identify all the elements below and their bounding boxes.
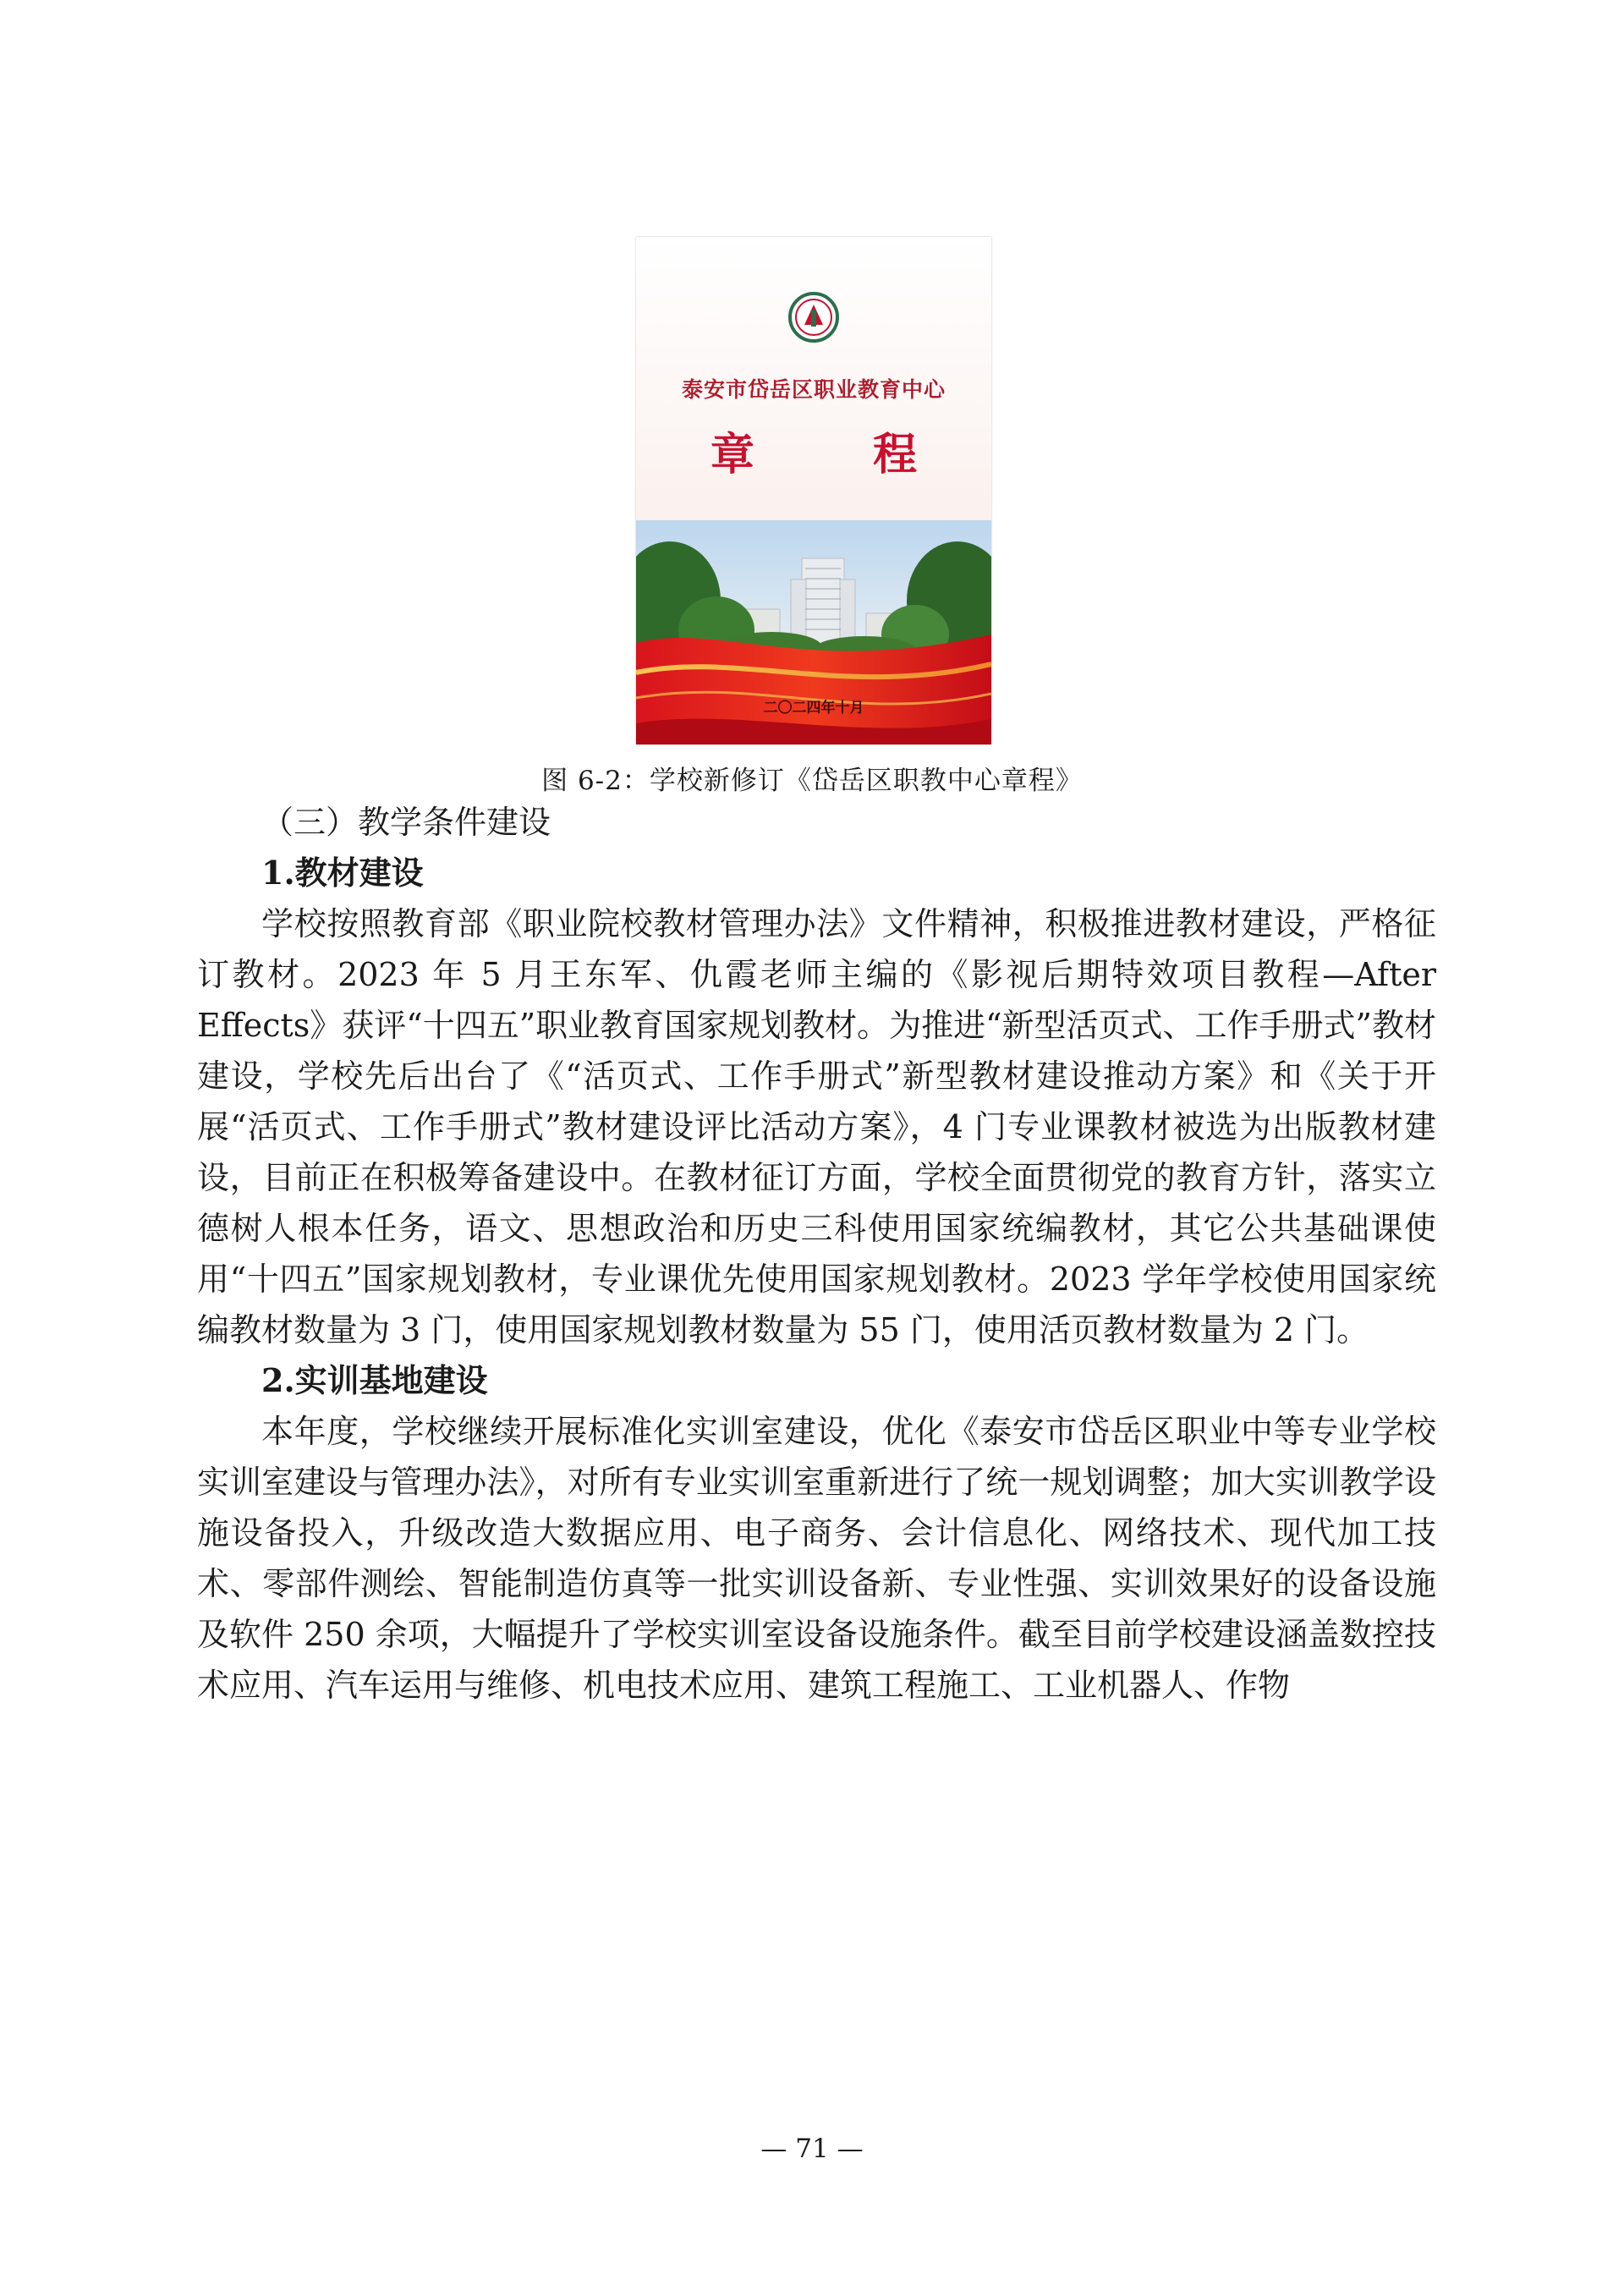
subsection-heading-textbooks: 1.教材建设: [261, 854, 424, 892]
paragraph-textbooks: 学校按照教育部《职业院校教材管理办法》文件精神，积极推进教材建设，严格征订教材。2023 年 5 月王东军、仇霞老师主编的《影视后期特效项目教程—After Effects》获评“十四五”职业教育国家规划教材。为推进“新型活页式、工作手册式”教材建设，学校先后出台了《“活页式、工作手册式”新型教材建设推动方案》和《关于开展“活页式、工作手册式”教材建设评比活动方案》，4 门专业课教材被选为出版教材建设，目前正在积极筹备建设中。在教材征订方面，学校全面贯彻党的教育方针，落实立德树人根本任务，语文、思想政治和历史三科使用国家统编教材，其它公共基础课使用“十四五”国家规划教材，专业课优先使用国家规划教材。2023 学年学校使用国家统编教材数量为 3 门，使用国家规划教材数量为 55 门，使用活页教材数量为 2 门。: [197, 905, 1436, 1348]
figure-caption: 图 6-2：学校新修订《岱岳区职教中心章程》: [541, 766, 1083, 796]
cover-school-name: 泰安市岱岳区职业教育中心: [681, 377, 946, 402]
subsection-heading-training-base: 2.实训基地建设: [261, 1361, 488, 1399]
section-heading: （三）教学条件建设: [261, 804, 551, 841]
cover-figure: [636, 237, 991, 744]
body-text: [197, 797, 1436, 1711]
paragraph-training-base: 本年度，学校继续开展标准化实训室建设，优化《泰安市岱岳区职业中等专业学校实训室建设与管理办法》，对所有专业实训室重新进行了统一规划调整；加大实训教学设施设备投入，升级改造大数据应用、电子商务、会计信息化、网络技术、现代加工技术、零部件测绘、智能制造仿真等一批实训设备新、专业性强、实训效果好的设备设施及软件 250 余项，大幅提升了学校实训室设备设施条件。截至目前学校建设涵盖数控技术应用、汽车运用与维修、机电技术应用、建筑工程施工、工业机器人、作物: [197, 1413, 1436, 1704]
cover-illustration: [636, 237, 991, 744]
school-emblem-icon: [790, 294, 837, 341]
cover-title: 章 程: [710, 430, 954, 481]
page-number: — 71 —: [760, 2134, 864, 2164]
cover-date: 二〇二四年十月: [763, 700, 864, 717]
